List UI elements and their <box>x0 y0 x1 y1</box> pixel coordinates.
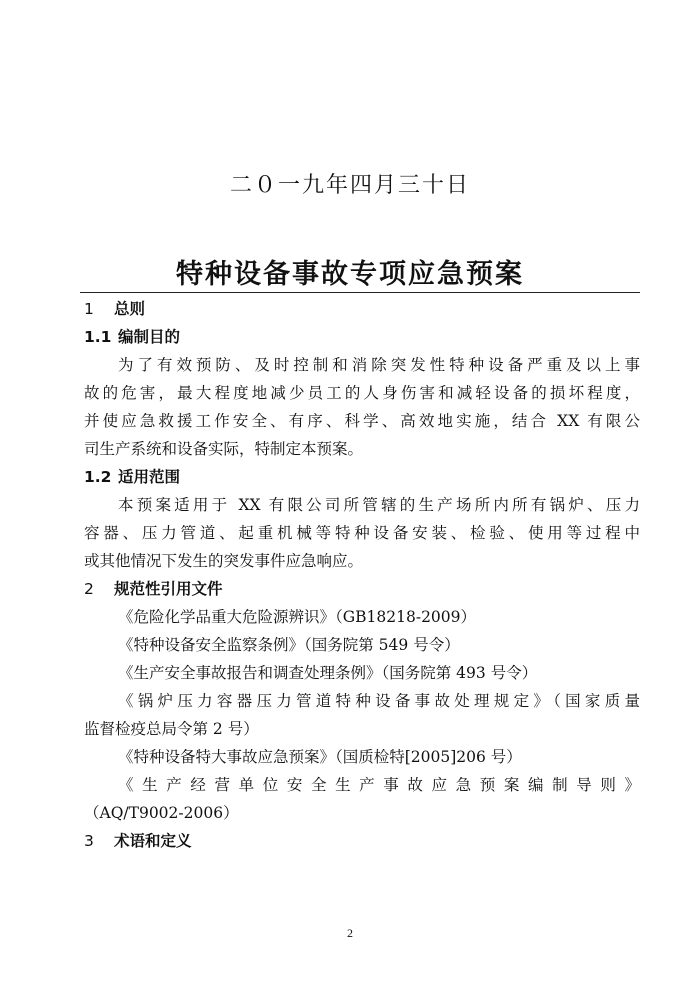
paragraph-line: 容器、压力管道、起重机械等特种设备安装、检验、使用等过程中 <box>84 524 640 542</box>
reference-item: 《生产安全事故报告和调查处理条例》（国务院第 493 号令） <box>118 664 538 682</box>
section-number: 1 <box>84 300 94 318</box>
section-number: 2 <box>84 580 94 598</box>
reference-item-continued: （AQ/T9002-2006） <box>84 804 239 822</box>
paragraph-line: 故的危害，最大程度地减少员工的人身伤害和减轻设备的损坏程度， <box>84 384 640 402</box>
reference-item: 《锅炉压力容器压力管道特种设备事故处理规定》（国家质量 <box>118 692 640 710</box>
section-3-heading <box>84 827 640 855</box>
section-title: 适用范围 <box>118 468 181 486</box>
section-number: 1.2 <box>84 468 112 486</box>
section-number: 3 <box>84 832 94 850</box>
section-title: 术语和定义 <box>114 832 192 850</box>
section-number: 1.1 <box>84 328 112 346</box>
paragraph-line: 司生产系统和设备实际，特制定本预案。 <box>84 440 364 458</box>
section-title: 总则 <box>114 300 146 318</box>
paragraph-line: 本预案适用于 XX 有限公司所管辖的生产场所内所有锅炉、压力 <box>118 496 640 514</box>
document-date: 二０一九年四月三十日 <box>229 173 470 198</box>
reference-item: 《危险化学品重大危险源辨识》（GB18218-2009） <box>118 608 477 626</box>
document-body <box>84 295 640 855</box>
paragraph-line: 并使应急救援工作安全、有序、科学、高效地实施，结合 XX 有限公 <box>84 412 640 430</box>
reference-item-continued: 监督检疫总局令第 2 号） <box>84 720 259 738</box>
title-divider <box>80 292 640 293</box>
section-2-heading <box>84 575 640 603</box>
section-1-heading <box>84 295 640 323</box>
page-number: 2 <box>347 926 353 940</box>
section-title: 编制目的 <box>118 328 181 346</box>
paragraph-line: 为了有效预防、及时控制和消除突发性特种设备严重及以上事 <box>118 356 640 374</box>
section-1-1-heading <box>84 323 640 351</box>
paragraph-line: 或其他情况下发生的突发事件应急响应。 <box>84 552 364 570</box>
reference-item: 《特种设备安全监察条例》（国务院第 549 号令） <box>118 636 460 654</box>
section-title: 规范性引用文件 <box>114 580 223 598</box>
document-title: 特种设备事故专项应急预案 <box>176 259 524 290</box>
reference-item: 《特种设备特大事故应急预案》（国质检特[2005]206 号） <box>118 748 522 766</box>
reference-item: 《生产经营单位安全生产事故应急预案编制导则》 <box>118 776 640 794</box>
section-1-2-heading <box>84 463 640 491</box>
